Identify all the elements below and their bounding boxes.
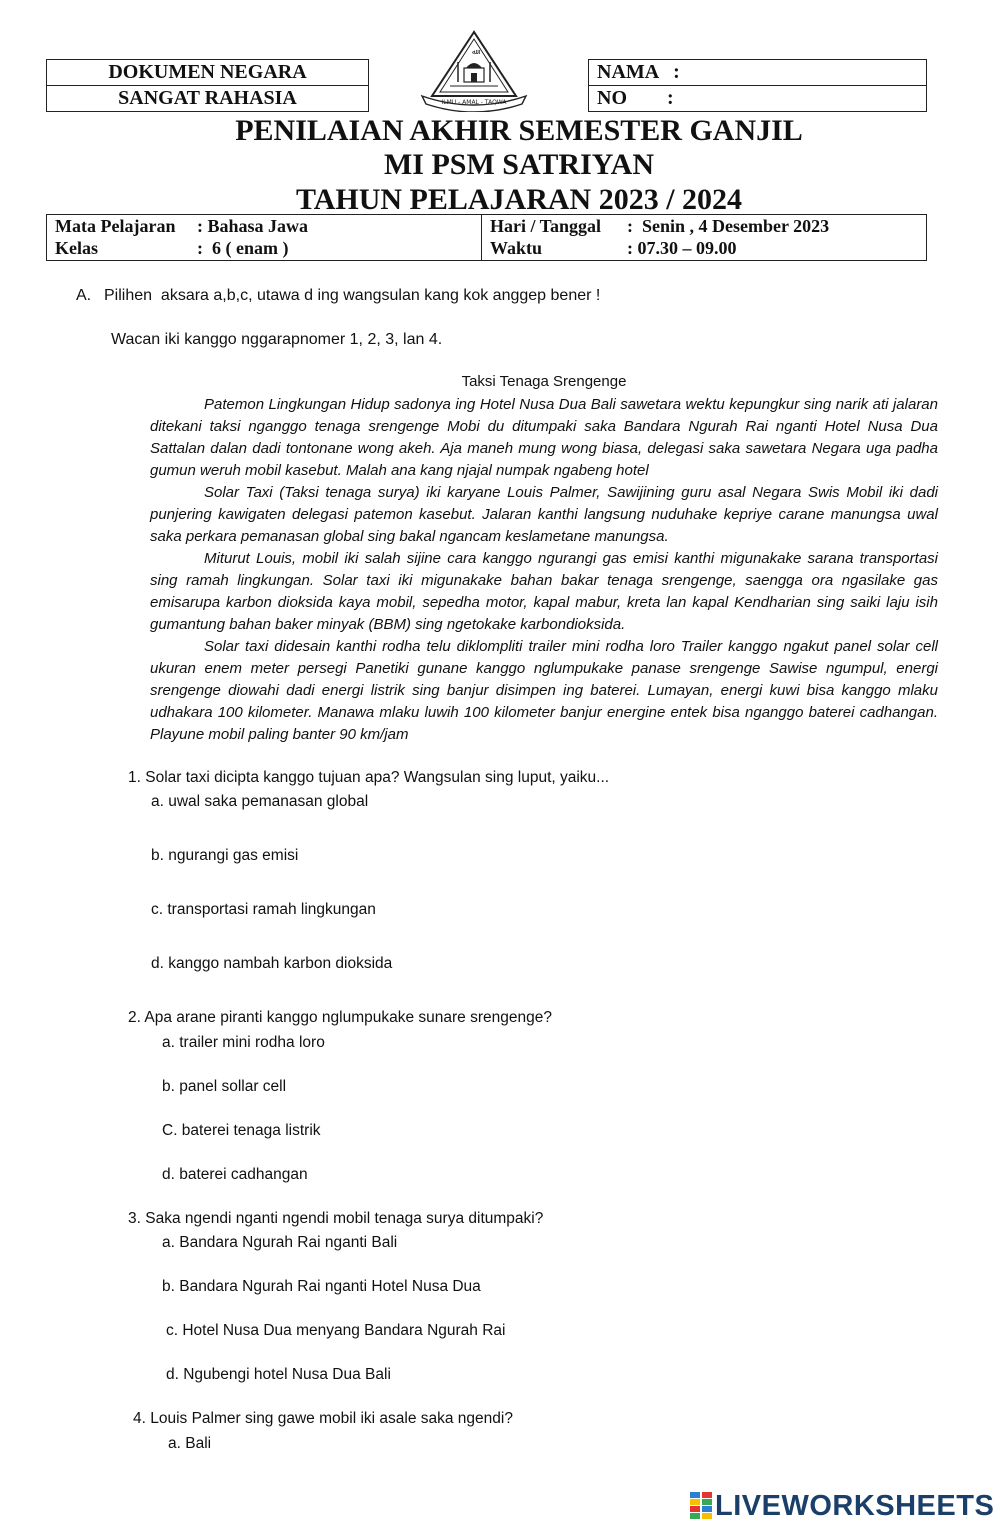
- option-2b[interactable]: b. panel sollar cell: [162, 1078, 287, 1095]
- reading-note: Wacan iki kanggo nggarapnomer 1, 2, 3, lan 4.: [111, 331, 443, 348]
- option-1b[interactable]: b. ngurangi gas emisi: [151, 847, 299, 864]
- option-1c[interactable]: c. transportasi ramah lingkungan: [151, 901, 376, 918]
- question-4: 4. Louis Palmer sing gawe mobil iki asale saka ngendi?: [133, 1410, 513, 1427]
- subject-label: Mata Pelajaran: [55, 216, 176, 236]
- header-box-dokumen-negara: DOKUMEN NEGARA: [46, 59, 369, 86]
- time-value: : 07.30 – 09.00: [627, 238, 737, 258]
- subject-value: : Bahasa Jawa: [197, 216, 309, 236]
- liveworksheets-watermark: [690, 1488, 994, 1524]
- option-3b[interactable]: b. Bandara Ngurah Rai nganti Hotel Nusa Dua: [162, 1278, 481, 1295]
- header-box-nama: NAMA :: [588, 59, 927, 86]
- section-letter: A.: [76, 287, 92, 304]
- watermark-text: LIVEWORKSHEETS: [715, 1489, 995, 1522]
- day-label: Hari / Tanggal: [490, 216, 602, 236]
- reading-paragraph: Miturut Louis, mobil iki salah sijine cara kanggo ngurangi gas emisi kanthi migunakake sarana transportasi sing ramah lingkungan. Solar taxi iki migunakake bahan bakar tenaga srengenge, saengga ora ngasilake gas emisarupa karbon dioksida kaya mobil, sepedha motor, kapal mabur, kreta lan kapal Kendharian sing saiki laju isih gumantung bahan baker minyak (BBM) sing ngetokake karbondioksida.: [150, 550, 938, 633]
- option-2a[interactable]: a. trailer mini rodha loro: [162, 1034, 325, 1051]
- reading-paragraph: Solar taxi didesain kanthi rodha telu diklompliti trailer mini rodha loro Trailer kanggo ngakut panel solar cell ukuran enem meter persegi Panetiki gunane kanggo nglumpukake panase srengenge Sawise ngumpul, energi srengenge diowahi dadi energi listrik sing banjur disimpen ing baterei. Lumayan, energi kuwi bisa kanggo mlaku udhakara 100 kilometer. Manawa mlaku luwih 100 kilometer banjur energine entek bisa nganggo baterei cadhangan. Playune mobil paling banter 90 km/jam: [150, 638, 938, 743]
- day-value: : Senin , 4 Desember 2023: [627, 216, 830, 236]
- header-box-no: NO :: [588, 85, 927, 112]
- question-2: 2. Apa arane piranti kanggo nglumpukake sunare srengenge?: [128, 1009, 552, 1026]
- section-instruction: Pilihen aksara a,b,c, utawa d ing wangsulan kang kok anggep bener !: [104, 287, 601, 304]
- svg-text:ﷲ: ﷲ: [471, 48, 477, 56]
- option-2c[interactable]: C. baterei tenaga listrik: [162, 1122, 321, 1139]
- option-4a[interactable]: a. Bali: [168, 1435, 212, 1452]
- school-logo: [414, 28, 534, 112]
- option-1a[interactable]: a. uwal saka pemanasan global: [151, 793, 369, 810]
- school-name: MI PSM SATRIYAN: [383, 148, 655, 181]
- header-box-sangat-rahasia: SANGAT RAHASIA: [46, 85, 369, 112]
- class-value: : 6 ( enam ): [197, 238, 289, 258]
- svg-text:ILMU - AMAL - TAQWA: ILMU - AMAL - TAQWA: [441, 99, 507, 106]
- option-3d[interactable]: d. Ngubengi hotel Nusa Dua Bali: [166, 1366, 391, 1383]
- reading-paragraph: Patemon Lingkungan Hidup sadonya ing Hotel Nusa Dua Bali sawetara wektu kepungkur sing narik ati jalaran ditekani taksi nganggo tenaga srengenge Mobi du ditumpaki saka Bandara Ngurah Rai nganti Hotel Nusa Dua Sattalan dalan dadi tontonane wong akeh. Aja maneh mung wong biasa, delegasi saka sawetara Negara uga padha gumun weruh mobil kasebut. Malah ana kang njajal numpak ngabeng hotel: [150, 396, 938, 479]
- question-3: 3. Saka ngendi nganti ngendi mobil tenaga surya ditumpaki?: [128, 1210, 544, 1227]
- exam-title: PENILAIAN AKHIR SEMESTER GANJIL: [235, 114, 803, 147]
- liveworksheets-logo-icon: [690, 1492, 712, 1520]
- school-year: TAHUN PELAJARAN 2023 / 2024: [295, 183, 743, 216]
- class-label: Kelas: [55, 238, 98, 258]
- info-box-right: [481, 214, 927, 261]
- question-1: 1. Solar taxi dicipta kanggo tujuan apa? Wangsulan sing luput, yaiku...: [128, 769, 610, 786]
- option-3a[interactable]: a. Bandara Ngurah Rai nganti Bali: [162, 1234, 398, 1251]
- info-box-left: [46, 214, 482, 261]
- option-1d[interactable]: d. kanggo nambah karbon dioksida: [151, 955, 393, 972]
- option-2d[interactable]: d. baterei cadhangan: [162, 1166, 308, 1183]
- option-3c[interactable]: c. Hotel Nusa Dua menyang Bandara Ngurah Rai: [166, 1322, 506, 1339]
- time-label: Waktu: [490, 238, 543, 258]
- reading-paragraph: Solar Taxi (Taksi tenaga surya) iki karyane Louis Palmer, Sawijining guru asal Negara Swis Mobil iki dadi punjering kawigaten delegasi patemon kasebut. Jalaran kanthi langsung nuduhake kepriye carane manungsa uwal saka perkara pemanasan global sing bakal ngancam keslametane manungsa.: [150, 484, 938, 545]
- reading-title: Taksi Tenaga Srengenge: [461, 373, 627, 390]
